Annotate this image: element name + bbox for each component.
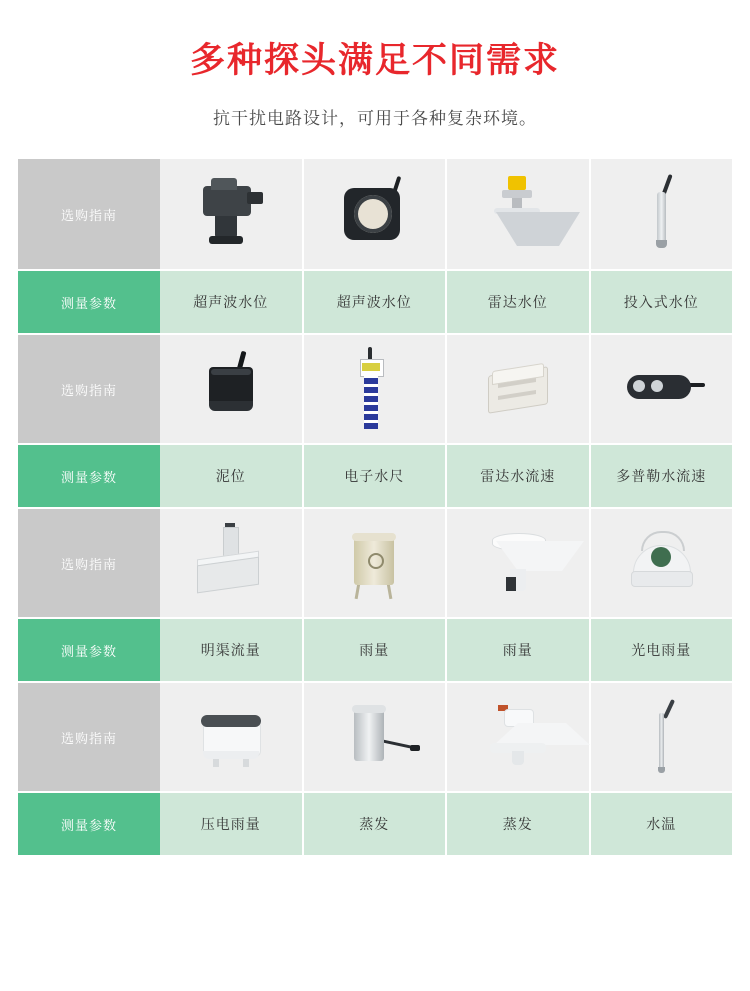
table-row bbox=[18, 159, 732, 269]
product-image-cell[interactable] bbox=[304, 335, 448, 443]
ultrasonic-transducer-round-icon bbox=[324, 168, 424, 260]
product-image-cell[interactable] bbox=[304, 509, 448, 617]
product-image-cell[interactable] bbox=[160, 683, 304, 791]
submersible-level-probe-icon bbox=[611, 168, 711, 260]
param-cell[interactable]: 雨量 bbox=[447, 619, 591, 681]
product-image-cell[interactable] bbox=[447, 509, 591, 617]
product-image-cell[interactable] bbox=[591, 335, 733, 443]
page-subtitle: 抗干扰电路设计，可用于各种复杂环境。 bbox=[213, 109, 537, 128]
product-probe-table-page bbox=[0, 40, 750, 991]
table-row bbox=[18, 269, 732, 333]
param-cell[interactable]: 明渠流量 bbox=[160, 619, 304, 681]
param-cell[interactable]: 水温 bbox=[591, 793, 733, 855]
evaporation-cup-probe-icon bbox=[324, 691, 424, 783]
product-image-cell[interactable] bbox=[591, 683, 733, 791]
param-cell[interactable]: 多普勒水流速 bbox=[591, 445, 733, 507]
radar-flow-velocity-icon bbox=[468, 343, 568, 435]
table-row bbox=[18, 681, 732, 791]
open-channel-flume-icon bbox=[181, 517, 281, 609]
table-row bbox=[18, 791, 732, 855]
photoelectric-rain-gauge-icon bbox=[611, 517, 711, 609]
row-label-buying-guide: 选购指南 bbox=[18, 683, 160, 791]
param-cell[interactable]: 雷达水位 bbox=[447, 271, 591, 333]
table-row bbox=[18, 333, 732, 443]
product-image-cell[interactable] bbox=[447, 683, 591, 791]
row-label-buying-guide: 选购指南 bbox=[18, 335, 160, 443]
product-image-cell[interactable] bbox=[160, 159, 304, 269]
row-label-measure-param: 测量参数 bbox=[18, 271, 160, 333]
water-temperature-probe-icon bbox=[611, 691, 711, 783]
table-row bbox=[18, 617, 732, 681]
product-image-cell[interactable] bbox=[591, 509, 733, 617]
row-label-measure-param: 测量参数 bbox=[18, 619, 160, 681]
product-image-cell[interactable] bbox=[304, 683, 448, 791]
product-image-cell[interactable] bbox=[160, 509, 304, 617]
param-cell[interactable]: 超声波水位 bbox=[304, 271, 448, 333]
row-label-buying-guide: 选购指南 bbox=[18, 159, 160, 269]
product-image-cell[interactable] bbox=[304, 159, 448, 269]
param-cell[interactable]: 雨量 bbox=[304, 619, 448, 681]
param-cell[interactable]: 泥位 bbox=[160, 445, 304, 507]
param-cell[interactable]: 光电雨量 bbox=[591, 619, 733, 681]
param-cell[interactable]: 雷达水流速 bbox=[447, 445, 591, 507]
piezoelectric-rain-gauge-icon bbox=[181, 691, 281, 783]
radar-level-horn-icon bbox=[468, 168, 568, 260]
param-cell[interactable]: 蒸发 bbox=[304, 793, 448, 855]
param-cell[interactable]: 蒸发 bbox=[447, 793, 591, 855]
doppler-flow-velocity-icon bbox=[611, 343, 711, 435]
table-row bbox=[18, 443, 732, 507]
product-image-cell[interactable] bbox=[160, 335, 304, 443]
mud-level-sensor-icon bbox=[181, 343, 281, 435]
tipping-bucket-rain-gauge-icon bbox=[324, 517, 424, 609]
electronic-water-gauge-icon bbox=[324, 343, 424, 435]
row-label-measure-param: 测量参数 bbox=[18, 793, 160, 855]
table-row bbox=[18, 507, 732, 617]
param-cell[interactable]: 压电雨量 bbox=[160, 793, 304, 855]
product-image-cell[interactable] bbox=[447, 159, 591, 269]
row-label-measure-param: 测量参数 bbox=[18, 445, 160, 507]
funnel-rain-gauge-icon bbox=[468, 517, 568, 609]
param-cell[interactable]: 电子水尺 bbox=[304, 445, 448, 507]
row-label-buying-guide: 选购指南 bbox=[18, 509, 160, 617]
page-title: 多种探头满足不同需求 bbox=[189, 41, 560, 80]
param-cell[interactable]: 超声波水位 bbox=[160, 271, 304, 333]
probe-comparison-table bbox=[18, 159, 732, 855]
param-cell[interactable]: 投入式水位 bbox=[591, 271, 733, 333]
product-image-cell[interactable] bbox=[447, 335, 591, 443]
evaporation-sensor-icon bbox=[468, 691, 568, 783]
ultrasonic-level-sensor-box-icon bbox=[181, 168, 281, 260]
product-image-cell[interactable] bbox=[591, 159, 733, 269]
